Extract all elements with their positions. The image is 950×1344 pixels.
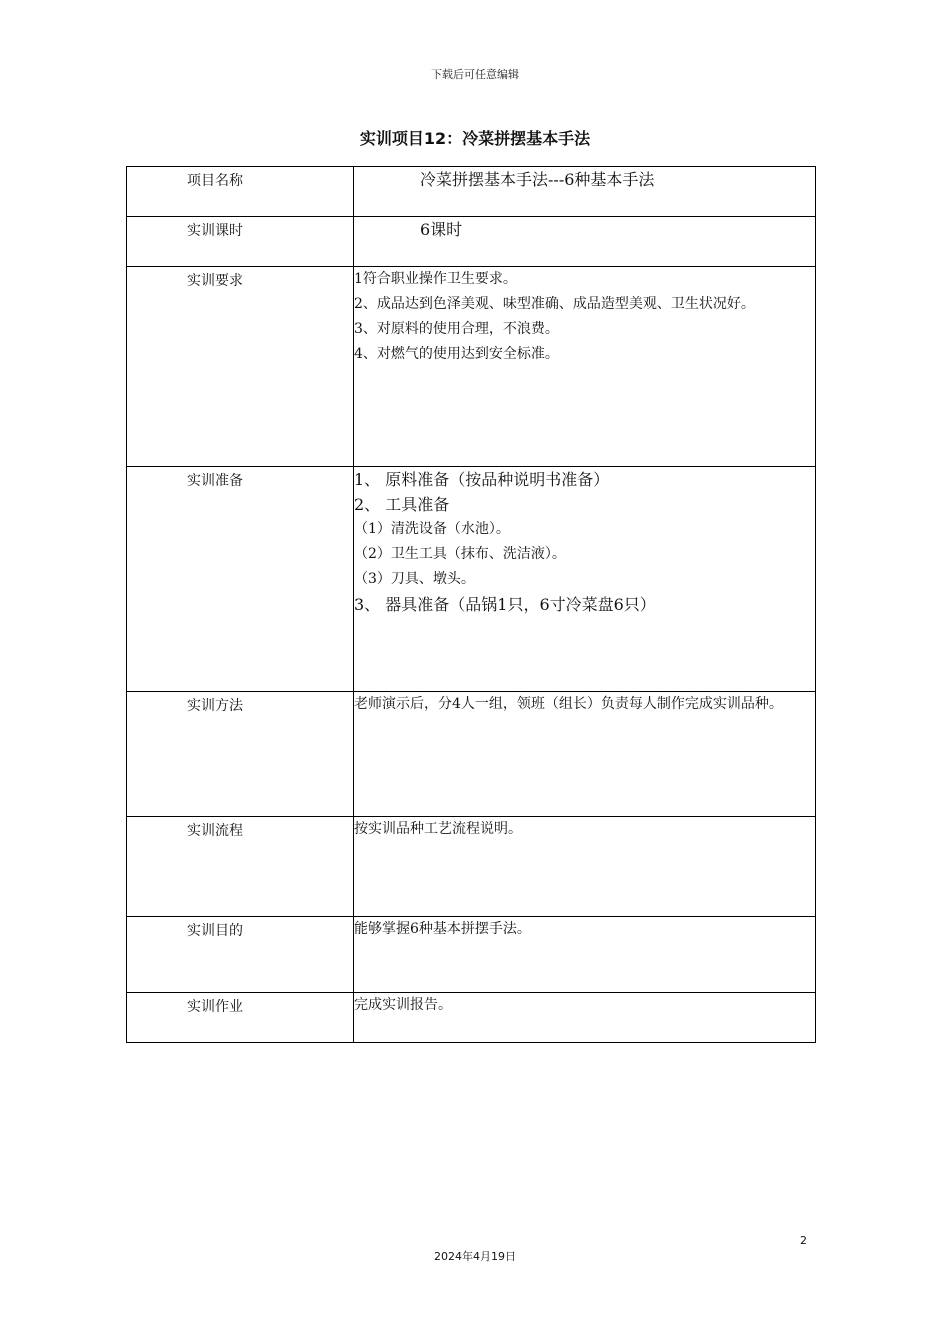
row-content-cell (354, 467, 816, 692)
preparation-line: 2、 工具准备 (354, 495, 450, 514)
requirement-line: 2、成品达到色泽美观、味型准确、成品造型美观、卫生状况好。 (354, 296, 755, 312)
training-hours-value: 6课时 (420, 220, 463, 239)
row-label: 实训方法 (187, 698, 243, 714)
header-note: 下载后可任意编辑 (431, 68, 519, 81)
row-content-cell (354, 917, 816, 993)
row-label-cell (127, 817, 354, 917)
row-content-cell (354, 692, 816, 817)
row-content-cell (354, 167, 816, 217)
row-label-cell (127, 217, 354, 267)
assignment-text: 完成实训报告。 (354, 997, 452, 1013)
table-row (127, 217, 816, 267)
page-number: 2 (800, 1234, 807, 1247)
row-label-cell (127, 467, 354, 692)
requirement-line: 3、对原料的使用合理，不浪费。 (354, 321, 559, 337)
method-text: 老师演示后，分4人一组，领班（组长）负责每人制作完成实训品种。 (354, 696, 783, 712)
row-label-cell (127, 267, 354, 467)
requirement-line: 4、对燃气的使用达到安全标准。 (354, 346, 559, 362)
table-row (127, 817, 816, 917)
row-label-cell (127, 167, 354, 217)
row-content-cell (354, 267, 816, 467)
preparation-line: 3、 器具准备（品锅1只，6寸冷菜盘6只） (354, 595, 656, 614)
preparation-line: （3）刀具、墩头。 (354, 571, 475, 587)
table-row (127, 917, 816, 993)
table-row (127, 692, 816, 817)
requirement-line: 1符合职业操作卫生要求。 (354, 271, 517, 287)
preparation-line: （2）卫生工具（抹布、洗洁液）。 (354, 546, 566, 562)
footer-date: 2024年4月19日 (434, 1250, 516, 1263)
row-label: 实训作业 (187, 999, 243, 1015)
row-label: 实训准备 (187, 473, 243, 489)
row-label-cell (127, 917, 354, 993)
table-row (127, 467, 816, 692)
goal-text: 能够掌握6种基本拼摆手法。 (354, 921, 531, 937)
row-label-cell (127, 993, 354, 1043)
preparation-line: （1）清洗设备（水池）。 (354, 521, 510, 537)
table-row (127, 993, 816, 1043)
project-name-value: 冷菜拼摆基本手法---6种基本手法 (420, 170, 655, 189)
row-label: 实训流程 (187, 823, 243, 839)
process-text: 按实训品种工艺流程说明。 (354, 821, 522, 837)
training-plan-table (126, 166, 816, 1043)
preparation-line: 1、 原料准备（按品种说明书准备） (354, 470, 610, 489)
row-content-cell (354, 217, 816, 267)
row-label: 实训课时 (187, 223, 243, 239)
row-content-cell (354, 817, 816, 917)
document-title: 实训项目12：冷菜拼摆基本手法 (359, 129, 591, 148)
table-row (127, 267, 816, 467)
table-row (127, 167, 816, 217)
row-label-cell (127, 692, 354, 817)
row-label: 实训目的 (187, 923, 243, 939)
row-label: 实训要求 (187, 273, 243, 289)
row-content-cell (354, 993, 816, 1043)
row-label: 项目名称 (187, 173, 243, 189)
